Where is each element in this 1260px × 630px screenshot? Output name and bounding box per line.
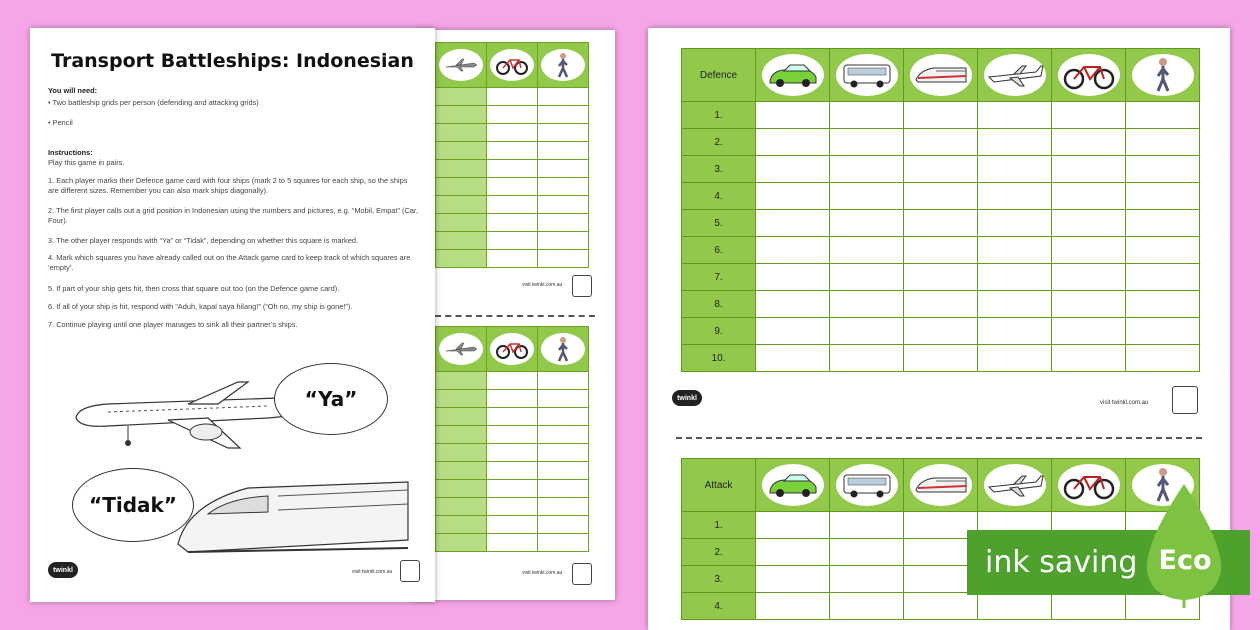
grid-cell[interactable] (978, 318, 1052, 345)
grid-cell[interactable] (830, 129, 904, 156)
grid-cell[interactable] (830, 539, 904, 566)
plane-icon (986, 472, 1044, 498)
row-number: 8. (682, 291, 756, 318)
grid-cell[interactable] (1052, 129, 1126, 156)
grid-cell[interactable] (1052, 183, 1126, 210)
grid-cell[interactable] (756, 210, 830, 237)
grid-header-cell (1126, 49, 1200, 102)
plane-icon (986, 62, 1044, 88)
grid-cell[interactable] (904, 291, 978, 318)
grid-cell[interactable] (904, 345, 978, 372)
grid-cell[interactable] (830, 512, 904, 539)
row-number: 9. (682, 318, 756, 345)
grid-cell[interactable] (1052, 318, 1126, 345)
grid-cell[interactable] (1052, 264, 1126, 291)
page-title: Transport Battleships: Indonesian (51, 50, 414, 72)
instructions-page (30, 28, 435, 602)
small-logo-icon (572, 563, 592, 585)
footer-url: visit twinkl.com.au (1100, 400, 1149, 406)
bicycle-icon (1060, 469, 1118, 501)
grid-cell[interactable] (756, 183, 830, 210)
grid-cell[interactable] (978, 237, 1052, 264)
grid-cell[interactable] (830, 291, 904, 318)
grid-cell[interactable] (904, 593, 978, 620)
grid-cell[interactable] (1126, 291, 1200, 318)
instruction-step: 5. If part of your ship gets hit, then cross that square out too (on the Defence game card). (48, 284, 340, 293)
train-icon (912, 472, 970, 498)
train-illustration (168, 474, 418, 564)
grid-cell[interactable] (756, 566, 830, 593)
grid-cell[interactable] (978, 210, 1052, 237)
train-icon (912, 62, 970, 88)
grid-cell[interactable] (830, 156, 904, 183)
twinkl-logo: twinkl (48, 562, 78, 578)
grid-cell[interactable] (756, 539, 830, 566)
grid-header-cell (904, 49, 978, 102)
row-number: 7. (682, 264, 756, 291)
footer-url: visit twinkl.com.au (352, 569, 393, 575)
row-number: 1. (682, 102, 756, 129)
small-logo-icon (572, 275, 592, 297)
grid-cell[interactable] (830, 593, 904, 620)
back-defence-grid (435, 42, 589, 268)
bicycle-icon (1060, 59, 1118, 91)
grid-cell[interactable] (830, 210, 904, 237)
grid-cell[interactable] (1126, 129, 1200, 156)
instruction-step: 1. Each player marks their Defence game card with four ships (mark 2 to 5 squares for each ship, so the ships are different sizes. Remember you can also mark ships diagonally). (48, 176, 408, 195)
twinkl-logo: twinkl (672, 390, 702, 406)
grid-cell[interactable] (904, 237, 978, 264)
bicycle-icon (494, 338, 530, 360)
grid-cell[interactable] (978, 183, 1052, 210)
grid-cell[interactable] (1052, 156, 1126, 183)
row-number: 4. (682, 593, 756, 620)
grid-cell[interactable] (1052, 237, 1126, 264)
grid-header-cell (1052, 459, 1126, 512)
bicycle-icon (494, 54, 530, 76)
walking-person-icon (553, 51, 573, 79)
instructions-heading: Instructions: (48, 148, 93, 157)
grid-cell[interactable] (756, 291, 830, 318)
grid-header-cell (538, 327, 589, 372)
grid-cell[interactable] (830, 264, 904, 291)
grid-cell[interactable] (904, 318, 978, 345)
row-number: 10. (682, 345, 756, 372)
grid-header-cell (538, 43, 589, 88)
speech-bubble-ya: “Ya” (274, 363, 388, 435)
bus-icon (840, 470, 894, 500)
instruction-step: 2. The first player calls out a grid position in Indonesian using the numbers and pictures, e.g. “Mobil, Empat” (Car, Four). (48, 206, 418, 225)
grid-cell[interactable] (756, 512, 830, 539)
grid-cell[interactable] (904, 129, 978, 156)
plane-icon (444, 56, 478, 74)
grid-cell[interactable] (1126, 102, 1200, 129)
grid-cell[interactable] (756, 593, 830, 620)
row-number: 6. (682, 237, 756, 264)
defence-label: Defence (682, 49, 756, 102)
back-attack-grid (435, 326, 589, 552)
grid-cell[interactable] (830, 318, 904, 345)
row-number: 3. (682, 156, 756, 183)
grid-cell[interactable] (978, 264, 1052, 291)
grid-cell[interactable] (904, 156, 978, 183)
grid-cell[interactable] (1126, 237, 1200, 264)
grid-cell[interactable] (1052, 345, 1126, 372)
row-number: 2. (682, 539, 756, 566)
walking-person-icon (553, 335, 573, 363)
grid-header-cell (756, 49, 830, 102)
speech-bubble-tidak: “Tidak” (72, 468, 194, 542)
grid-cell[interactable] (904, 264, 978, 291)
grid-cell[interactable] (978, 345, 1052, 372)
grid-cell[interactable] (756, 129, 830, 156)
grid-cell[interactable] (1052, 102, 1126, 129)
grid-cell[interactable] (1126, 345, 1200, 372)
instruction-step: 3. The other player responds with “Ya” or “Tidak”, depending on whether this square is marked. (48, 236, 359, 245)
grid-cell[interactable] (1126, 183, 1200, 210)
grid-cell[interactable] (830, 102, 904, 129)
grid-cell[interactable] (1126, 318, 1200, 345)
grid-cell[interactable] (904, 183, 978, 210)
ink-saving-label: ink saving (985, 545, 1138, 580)
grid-cell[interactable] (756, 237, 830, 264)
grid-header-cell (830, 49, 904, 102)
attack-label: Attack (682, 459, 756, 512)
grid-header-cell (487, 43, 538, 88)
instruction-step: 7. Continue playing until one player manages to sink all their partner’s ships. (48, 320, 298, 329)
grid-cell[interactable] (830, 345, 904, 372)
grid-header-cell (830, 459, 904, 512)
grid-cell[interactable] (756, 264, 830, 291)
bus-icon (840, 60, 894, 90)
grid-cell[interactable] (1126, 264, 1200, 291)
grid-header-cell (904, 459, 978, 512)
grid-cell[interactable] (1052, 291, 1126, 318)
needs-item: • Two battleship grids per person (defending and attacking grids) (48, 98, 259, 107)
grid-header-cell (1052, 49, 1126, 102)
grid-cell[interactable] (978, 156, 1052, 183)
grid-cell[interactable] (830, 237, 904, 264)
needs-item: • Pencil (48, 118, 73, 127)
grid-cell[interactable] (1052, 593, 1126, 620)
grid-cell[interactable] (756, 345, 830, 372)
row-number: 5. (682, 210, 756, 237)
walking-person-icon (1150, 56, 1176, 94)
small-logo-icon (400, 560, 420, 582)
grid-header-cell (978, 459, 1052, 512)
grid-cell[interactable] (756, 318, 830, 345)
grid-header-cell (978, 49, 1052, 102)
grid-header-cell (436, 43, 487, 88)
row-number: 2. (682, 129, 756, 156)
grid-cell[interactable] (1126, 156, 1200, 183)
cut-line (435, 315, 595, 317)
grid-cell[interactable] (904, 210, 978, 237)
cut-line (676, 437, 1202, 439)
footer-url: visit twinkl.com.au (522, 282, 563, 288)
you-will-need-heading: You will need: (48, 86, 98, 95)
row-number: 4. (682, 183, 756, 210)
instructions-intro: Play this game in pairs. (48, 158, 125, 167)
instruction-step: 4. Mark which squares you have already called out on the Attack game card to keep track of which squares are ‘empty’. (48, 253, 411, 272)
eco-label: Eco (1158, 545, 1212, 576)
grid-header-cell (436, 327, 487, 372)
car-icon (766, 471, 820, 499)
grid-header-cell (756, 459, 830, 512)
small-logo-icon (1172, 386, 1198, 414)
grid-cell[interactable] (830, 566, 904, 593)
grid-header-cell (487, 327, 538, 372)
grid-cell[interactable] (1126, 210, 1200, 237)
grid-cell[interactable] (978, 593, 1052, 620)
grid-cell[interactable] (978, 129, 1052, 156)
footer-url: visit twinkl.com.au (522, 570, 563, 576)
plane-icon (444, 340, 478, 358)
defence-grid (681, 48, 1200, 372)
car-icon (766, 61, 820, 89)
row-number: 3. (682, 566, 756, 593)
grid-cell[interactable] (756, 156, 830, 183)
grid-cell[interactable] (830, 183, 904, 210)
row-number: 1. (682, 512, 756, 539)
grid-cell[interactable] (756, 102, 830, 129)
back-worksheet-page (415, 30, 615, 600)
grid-cell[interactable] (978, 102, 1052, 129)
grid-cell[interactable] (978, 291, 1052, 318)
instruction-step: 6. If all of your ship is hit, respond with “Aduh, kapal saya hilang!” (“Oh no, my ship is gone!”). (48, 302, 353, 311)
grid-cell[interactable] (904, 102, 978, 129)
grid-cell[interactable] (1052, 210, 1126, 237)
